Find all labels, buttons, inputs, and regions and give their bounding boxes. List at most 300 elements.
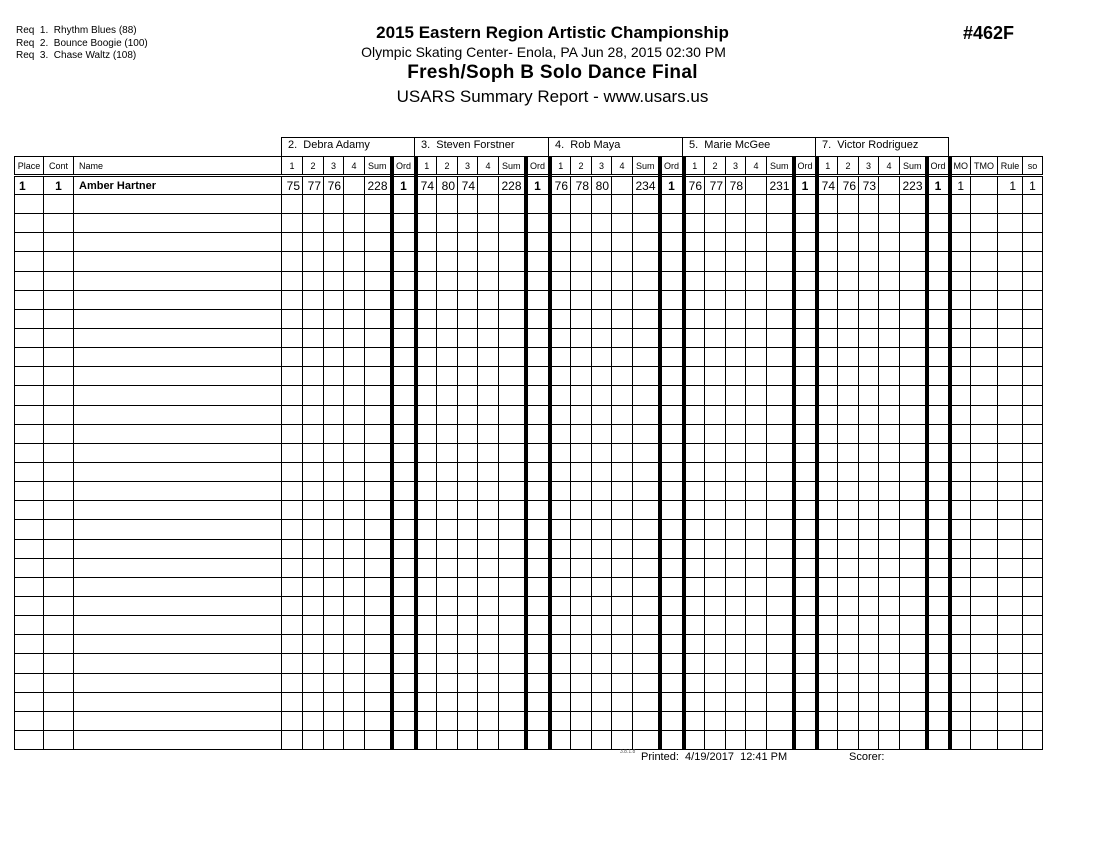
empty-cell (44, 673, 74, 692)
empty-cell (526, 462, 550, 481)
empty-cell (571, 462, 592, 481)
empty-cell (592, 195, 612, 214)
empty-cell (365, 482, 392, 501)
empty-cell (767, 348, 794, 367)
empty-cell (859, 558, 879, 577)
empty-cell (324, 424, 344, 443)
empty-cell (950, 443, 971, 462)
empty-cell (612, 616, 633, 635)
empty-cell (392, 635, 416, 654)
empty-cell (592, 290, 612, 309)
empty-cell (392, 539, 416, 558)
empty-cell (879, 290, 900, 309)
empty-cell (550, 635, 571, 654)
empty-cell (879, 348, 900, 367)
empty-cell (550, 367, 571, 386)
empty-cell (499, 424, 526, 443)
empty-cell (550, 386, 571, 405)
empty-cell (879, 730, 900, 749)
empty-cell (726, 309, 746, 328)
empty-cell (633, 328, 660, 347)
empty-cell (437, 348, 458, 367)
empty-row (15, 482, 1043, 501)
empty-cell (550, 577, 571, 596)
empty-cell (324, 386, 344, 405)
empty-cell (74, 424, 282, 443)
empty-cell (950, 673, 971, 692)
empty-cell (344, 520, 365, 539)
empty-cell (879, 692, 900, 711)
empty-cell (15, 233, 44, 252)
empty-cell (767, 730, 794, 749)
empty-cell (1023, 577, 1043, 596)
empty-cell (859, 405, 879, 424)
empty-cell (15, 367, 44, 386)
empty-cell (458, 233, 478, 252)
empty-cell (794, 462, 817, 481)
empty-cell (859, 367, 879, 386)
empty-cell (746, 367, 767, 386)
empty-cell (900, 558, 927, 577)
empty-cell (550, 348, 571, 367)
empty-cell (633, 462, 660, 481)
empty-cell (900, 195, 927, 214)
empty-cell (927, 348, 950, 367)
empty-cell (794, 520, 817, 539)
empty-cell (971, 271, 998, 290)
empty-cell (633, 635, 660, 654)
empty-cell (684, 367, 705, 386)
empty-cell (478, 635, 499, 654)
empty-cell (526, 386, 550, 405)
empty-cell (971, 635, 998, 654)
empty-cell (879, 195, 900, 214)
j2-score-3: 74 (458, 176, 478, 195)
empty-cell (879, 577, 900, 596)
empty-cell (971, 233, 998, 252)
empty-cell (900, 405, 927, 424)
empty-cell (571, 195, 592, 214)
empty-cell (365, 424, 392, 443)
empty-cell (794, 424, 817, 443)
empty-cell (1023, 252, 1043, 271)
empty-cell (282, 195, 303, 214)
empty-cell (971, 520, 998, 539)
empty-cell (282, 635, 303, 654)
empty-cell (900, 328, 927, 347)
col-j3-3: 3 (592, 157, 612, 176)
empty-cell (746, 501, 767, 520)
empty-cell (817, 271, 838, 290)
empty-cell (324, 482, 344, 501)
empty-cell (592, 654, 612, 673)
empty-row (15, 424, 1043, 443)
empty-cell (437, 520, 458, 539)
empty-cell (44, 233, 74, 252)
empty-cell (458, 462, 478, 481)
empty-cell (74, 596, 282, 615)
empty-cell (684, 405, 705, 424)
empty-cell (303, 654, 324, 673)
empty-cell (303, 348, 324, 367)
empty-cell (499, 520, 526, 539)
empty-cell (971, 328, 998, 347)
col-j1-ord: Ord (392, 157, 416, 176)
empty-cell (15, 501, 44, 520)
empty-cell (726, 501, 746, 520)
empty-cell (879, 539, 900, 558)
empty-cell (746, 214, 767, 233)
empty-cell (684, 711, 705, 730)
empty-cell (684, 443, 705, 462)
empty-cell (838, 214, 859, 233)
empty-cell (950, 654, 971, 673)
empty-cell (478, 290, 499, 309)
empty-cell (838, 654, 859, 673)
empty-cell (74, 290, 282, 309)
empty-cell (879, 673, 900, 692)
empty-cell (550, 616, 571, 635)
empty-cell (571, 271, 592, 290)
empty-cell (44, 501, 74, 520)
empty-cell (726, 386, 746, 405)
empty-cell (998, 692, 1023, 711)
empty-cell (879, 558, 900, 577)
empty-cell (478, 558, 499, 577)
empty-cell (746, 424, 767, 443)
empty-cell (15, 386, 44, 405)
empty-cell (592, 501, 612, 520)
empty-cell (927, 654, 950, 673)
empty-cell (838, 462, 859, 481)
empty-cell (971, 290, 998, 309)
empty-cell (282, 558, 303, 577)
empty-cell (927, 673, 950, 692)
empty-cell (927, 692, 950, 711)
empty-cell (550, 309, 571, 328)
skater-name: Amber Hartner (74, 176, 282, 195)
empty-cell (900, 501, 927, 520)
empty-cell (927, 405, 950, 424)
empty-cell (416, 328, 437, 347)
empty-cell (684, 233, 705, 252)
empty-cell (879, 635, 900, 654)
empty-cell (550, 290, 571, 309)
empty-cell (478, 673, 499, 692)
empty-cell (767, 214, 794, 233)
empty-cell (303, 195, 324, 214)
empty-cell (526, 367, 550, 386)
empty-cell (499, 654, 526, 673)
empty-cell (303, 462, 324, 481)
empty-cell (927, 328, 950, 347)
empty-cell (633, 482, 660, 501)
empty-cell (592, 577, 612, 596)
empty-cell (592, 596, 612, 615)
empty-cell (927, 443, 950, 462)
empty-row (15, 252, 1043, 271)
empty-cell (303, 328, 324, 347)
empty-cell (859, 711, 879, 730)
empty-cell (705, 577, 726, 596)
empty-cell (478, 214, 499, 233)
empty-cell (927, 252, 950, 271)
col-name: Name (74, 157, 282, 176)
empty-cell (526, 405, 550, 424)
empty-cell (365, 673, 392, 692)
empty-cell (416, 539, 437, 558)
empty-cell (684, 539, 705, 558)
empty-cell (458, 309, 478, 328)
empty-cell (950, 462, 971, 481)
empty-cell (726, 520, 746, 539)
empty-cell (1023, 348, 1043, 367)
j2-score-2: 80 (437, 176, 458, 195)
empty-cell (592, 673, 612, 692)
empty-cell (526, 635, 550, 654)
empty-cell (817, 711, 838, 730)
empty-cell (767, 558, 794, 577)
empty-cell (838, 252, 859, 271)
empty-cell (499, 271, 526, 290)
empty-cell (74, 386, 282, 405)
empty-cell (478, 271, 499, 290)
col-j5-sum: Sum (900, 157, 927, 176)
empty-cell (726, 328, 746, 347)
empty-cell (344, 501, 365, 520)
empty-cell (705, 214, 726, 233)
empty-cell (767, 711, 794, 730)
empty-cell (458, 577, 478, 596)
empty-cell (44, 367, 74, 386)
empty-cell (526, 520, 550, 539)
empty-cell (592, 233, 612, 252)
empty-cell (633, 616, 660, 635)
empty-cell (437, 616, 458, 635)
empty-cell (392, 482, 416, 501)
empty-cell (392, 290, 416, 309)
empty-cell (927, 309, 950, 328)
empty-cell (838, 730, 859, 749)
empty-cell (794, 539, 817, 558)
empty-cell (900, 271, 927, 290)
empty-cell (44, 616, 74, 635)
empty-cell (282, 405, 303, 424)
empty-cell (838, 348, 859, 367)
empty-cell (726, 673, 746, 692)
empty-cell (592, 271, 612, 290)
j1-ord: 1 (392, 176, 416, 195)
empty-cell (416, 654, 437, 673)
empty-cell (660, 328, 684, 347)
empty-cell (705, 424, 726, 443)
empty-cell (392, 309, 416, 328)
empty-cell (392, 558, 416, 577)
empty-cell (303, 520, 324, 539)
empty-cell (794, 558, 817, 577)
empty-cell (927, 730, 950, 749)
empty-cell (15, 673, 44, 692)
empty-cell (767, 290, 794, 309)
empty-cell (324, 616, 344, 635)
empty-cell (437, 673, 458, 692)
empty-cell (499, 730, 526, 749)
empty-cell (612, 290, 633, 309)
empty-cell (767, 328, 794, 347)
empty-cell (794, 711, 817, 730)
empty-cell (660, 692, 684, 711)
empty-cell (612, 462, 633, 481)
empty-cell (416, 711, 437, 730)
empty-cell (365, 635, 392, 654)
empty-cell (971, 214, 998, 233)
empty-cell (684, 577, 705, 596)
empty-cell (458, 367, 478, 386)
empty-row (15, 348, 1043, 367)
empty-cell (74, 233, 282, 252)
empty-cell (392, 616, 416, 635)
empty-cell (998, 558, 1023, 577)
empty-cell (499, 558, 526, 577)
empty-cell (726, 711, 746, 730)
empty-cell (15, 252, 44, 271)
empty-cell (1023, 233, 1043, 252)
empty-cell (303, 730, 324, 749)
empty-cell (571, 692, 592, 711)
empty-cell (879, 386, 900, 405)
empty-cell (437, 290, 458, 309)
empty-cell (767, 539, 794, 558)
empty-cell (550, 482, 571, 501)
empty-cell (392, 214, 416, 233)
empty-cell (900, 616, 927, 635)
empty-cell (838, 673, 859, 692)
empty-cell (526, 539, 550, 558)
empty-cell (817, 233, 838, 252)
empty-cell (550, 252, 571, 271)
empty-cell (282, 520, 303, 539)
empty-cell (592, 462, 612, 481)
empty-cell (592, 482, 612, 501)
empty-cell (324, 501, 344, 520)
tmo-cell (971, 176, 998, 195)
empty-cell (838, 195, 859, 214)
empty-cell (44, 309, 74, 328)
empty-cell (705, 673, 726, 692)
empty-cell (592, 328, 612, 347)
empty-cell (365, 692, 392, 711)
empty-cell (633, 195, 660, 214)
empty-cell (998, 462, 1023, 481)
empty-cell (998, 443, 1023, 462)
result-row (15, 176, 1043, 195)
printed-timestamp: Printed: 4/19/2017 12:41 PM (641, 751, 788, 763)
empty-cell (344, 424, 365, 443)
empty-cell (458, 692, 478, 711)
empty-cell (550, 424, 571, 443)
empty-cell (365, 309, 392, 328)
empty-cell (746, 252, 767, 271)
empty-cell (633, 214, 660, 233)
empty-cell (726, 730, 746, 749)
j5-score-4 (879, 176, 900, 195)
empty-cell (726, 290, 746, 309)
empty-row (15, 501, 1043, 520)
empty-cell (526, 654, 550, 673)
empty-cell (879, 520, 900, 539)
empty-cell (499, 482, 526, 501)
empty-cell (499, 328, 526, 347)
empty-cell (794, 348, 817, 367)
empty-cell (746, 730, 767, 749)
empty-cell (499, 635, 526, 654)
empty-cell (592, 424, 612, 443)
empty-cell (416, 367, 437, 386)
empty-cell (365, 195, 392, 214)
empty-cell (416, 577, 437, 596)
empty-cell (571, 635, 592, 654)
empty-cell (478, 462, 499, 481)
empty-cell (437, 328, 458, 347)
empty-cell (282, 673, 303, 692)
empty-cell (746, 654, 767, 673)
empty-cell (416, 501, 437, 520)
empty-cell (1023, 501, 1043, 520)
empty-cell (746, 673, 767, 692)
empty-cell (571, 386, 592, 405)
empty-cell (437, 252, 458, 271)
empty-cell (838, 692, 859, 711)
empty-cell (900, 309, 927, 328)
empty-cell (74, 730, 282, 749)
empty-cell (746, 386, 767, 405)
empty-cell (817, 405, 838, 424)
col-j1-4: 4 (344, 157, 365, 176)
empty-cell (282, 654, 303, 673)
empty-cell (392, 195, 416, 214)
empty-cell (44, 654, 74, 673)
empty-cell (859, 386, 879, 405)
col-j1-2: 2 (303, 157, 324, 176)
empty-cell (838, 443, 859, 462)
empty-cell (458, 348, 478, 367)
col-j3-sum: Sum (633, 157, 660, 176)
empty-cell (303, 596, 324, 615)
empty-cell (550, 673, 571, 692)
empty-cell (726, 692, 746, 711)
empty-cell (767, 616, 794, 635)
empty-cell (660, 252, 684, 271)
col-j1-sum: Sum (365, 157, 392, 176)
empty-cell (74, 711, 282, 730)
empty-cell (927, 558, 950, 577)
empty-cell (633, 252, 660, 271)
empty-cell (416, 309, 437, 328)
empty-cell (458, 424, 478, 443)
empty-cell (592, 616, 612, 635)
empty-cell (344, 616, 365, 635)
empty-cell (344, 596, 365, 615)
place-cell: 1 (15, 176, 44, 195)
empty-cell (950, 195, 971, 214)
empty-cell (324, 290, 344, 309)
empty-cell (767, 520, 794, 539)
empty-cell (416, 386, 437, 405)
empty-cell (794, 501, 817, 520)
empty-cell (927, 539, 950, 558)
empty-cell (365, 443, 392, 462)
empty-cell (859, 233, 879, 252)
